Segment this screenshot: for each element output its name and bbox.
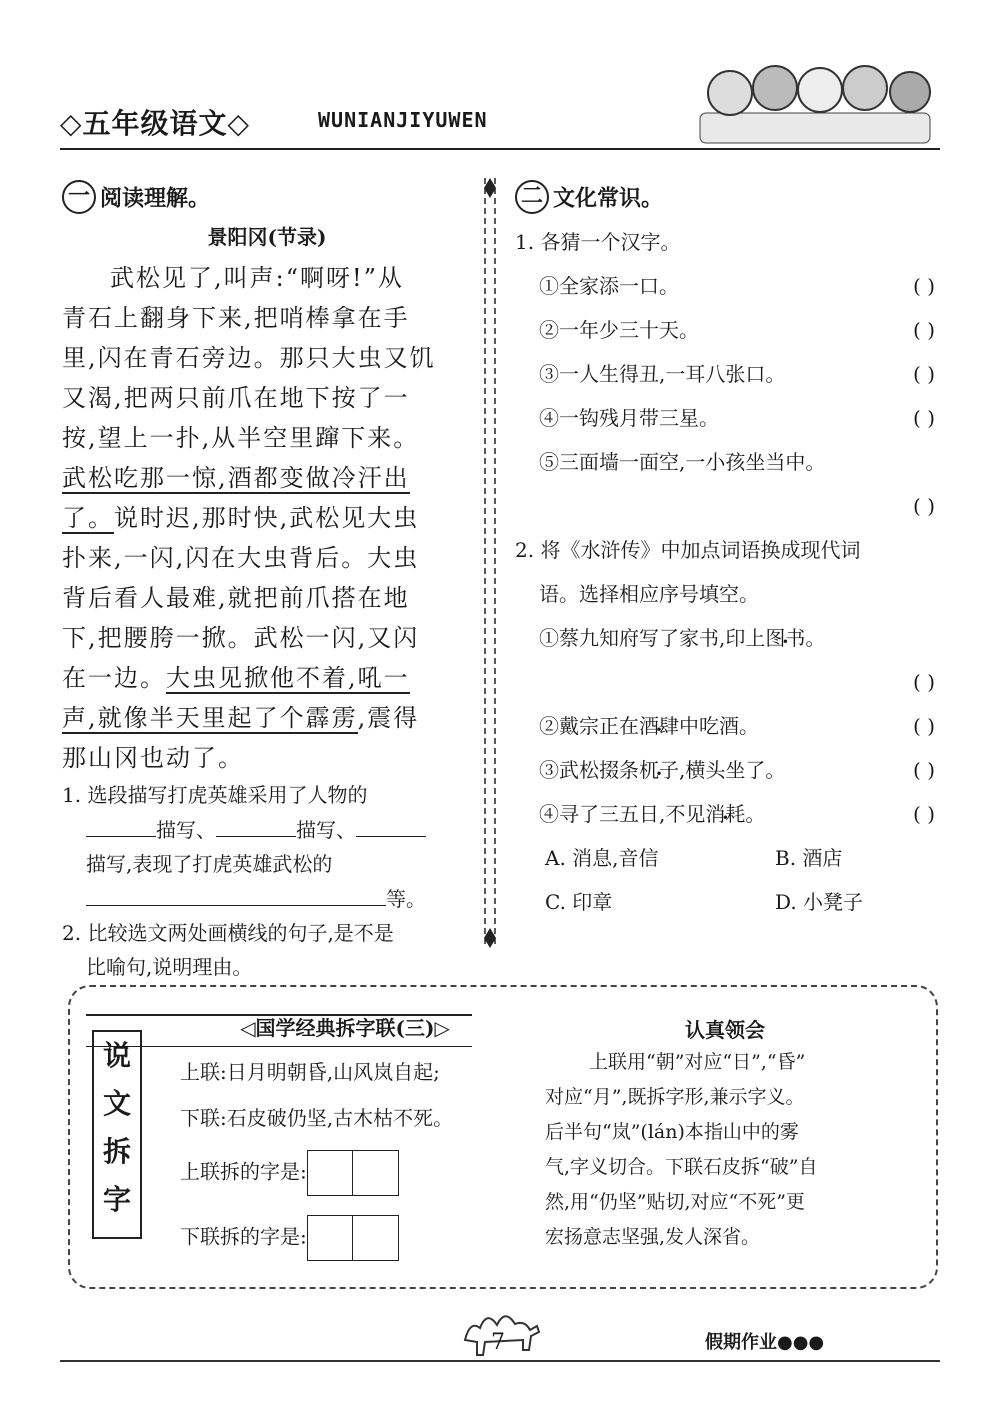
question-1: 1. 选段描写打虎英雄采用了人物的 <box>62 783 368 807</box>
riddle-item <box>515 308 935 352</box>
passage-text: 在一边。 <box>62 664 166 692</box>
answer-paren[interactable]: ( ) <box>913 758 935 782</box>
vertical-char: 字 <box>102 1183 131 1216</box>
riddle-item <box>515 352 935 396</box>
vertical-title <box>92 1030 142 1239</box>
culture-section <box>515 180 935 924</box>
page-number: 7 <box>491 1330 505 1355</box>
vocab-text: ②戴宗正在 <box>539 714 639 738</box>
passage-line <box>62 498 472 538</box>
section1-title: 阅读理解。 <box>100 186 211 212</box>
couplet-title: ◁国学经典拆字联(三)▷ <box>240 1016 450 1040</box>
option-d: D. 小凳子 <box>775 890 864 914</box>
upper-answer-label: 上联拆的字是: <box>180 1159 307 1184</box>
option-b: B. 酒店 <box>775 846 843 870</box>
passage-line: 里,闪在青石旁边。那只大虫又饥 <box>62 344 436 372</box>
vocab-item <box>515 616 935 660</box>
answer-paren[interactable]: ( ) <box>913 714 935 738</box>
header-title-en: WUNIANJIYUWEN <box>318 108 488 132</box>
answer-grid[interactable] <box>307 1150 399 1196</box>
underlined-sentence: 武松吃那一惊,酒都变做冷汗出 <box>62 464 410 492</box>
footer-label: 假期作业●●● <box>705 1332 825 1353</box>
options-row <box>515 880 935 924</box>
header-rule <box>60 148 940 150</box>
riddle-item <box>515 264 935 308</box>
question-2: 2. 比较选文两处画横线的句子,是不是 <box>62 921 394 945</box>
passage-line: 下,把腰胯一掀。武松一闪,又闪 <box>62 624 420 652</box>
couplet-upper: 上联:日月明朝昏,山风岚自起; <box>180 1060 440 1084</box>
note-line: 然,用“仍坚”贴切,对应“不死”更 <box>545 1191 805 1213</box>
passage-line: 那山冈也动了。 <box>62 744 244 772</box>
answer-paren[interactable]: ( ) <box>913 318 935 342</box>
riddle-text: ③一人生得丑,一耳八张口。 <box>539 362 786 386</box>
option-c: C. 印章 <box>545 890 613 914</box>
question-1-blanks <box>62 812 472 847</box>
question-text: 描写,表现了打虎英雄武松的 <box>86 852 333 876</box>
answer-paren[interactable]: ( ) <box>913 274 935 298</box>
vertical-char: 拆 <box>102 1135 131 1168</box>
riddle-item: ⑤三面墙一面空,一小孩坐当中。 <box>539 450 826 474</box>
question-text: 描写、 <box>156 818 216 842</box>
section1-heading <box>62 180 472 220</box>
section2-number: 二 <box>515 180 549 214</box>
dotted-word: 杌子 • <box>639 758 679 782</box>
question-1-cont <box>62 847 472 881</box>
passage-line: 按,望上一扑,从半空里蹿下来。 <box>62 424 420 452</box>
passage-line <box>62 698 472 738</box>
passage-line: 扑来,一闪,闪在大虫背后。大虫 <box>62 544 420 572</box>
passage-text: 说时迟,那时快,武松见大虫 <box>114 504 420 532</box>
vocab-text: ①蔡九知府写了家书,印上 <box>539 626 766 650</box>
lower-answer-label: 下联拆的字是: <box>180 1224 307 1249</box>
dotted-word: 消耗 • <box>705 802 745 826</box>
note-title: 认真领会 <box>685 1018 765 1042</box>
footer-rule <box>60 1360 940 1362</box>
vocab-text: ,横头坐了。 <box>679 758 786 782</box>
vocab-item-paren <box>515 660 935 704</box>
question-1-end <box>62 881 472 916</box>
passage-line <box>62 458 472 498</box>
question-text: 等。 <box>386 887 426 911</box>
lower-answer-row <box>180 1215 399 1261</box>
riddle-text: ②一年少三十天。 <box>539 318 699 342</box>
vocab-item <box>515 792 935 836</box>
answer-blank[interactable] <box>86 812 156 837</box>
cartoon-kids-illustration <box>690 58 940 148</box>
section2-title: 文化常识。 <box>553 186 664 212</box>
reading-section <box>62 180 472 1047</box>
note-line: 气,字义切合。下联石皮拆“破”自 <box>545 1156 818 1178</box>
answer-grid[interactable] <box>307 1215 399 1261</box>
underlined-sentence: 大虫见掀他不着,吼一 <box>166 664 410 692</box>
note-line: 上联用“朝”对应“日”,“昏” <box>589 1051 806 1073</box>
vertical-char: 文 <box>102 1087 131 1120</box>
vocab-text: 中吃酒。 <box>679 714 759 738</box>
vocab-text: 。 <box>745 802 766 826</box>
option-a: A. 消息,音信 <box>545 846 659 870</box>
passage-line: 武松见了,叫声:“啊呀!”从 <box>110 264 404 292</box>
vocab-text: ④寻了三五日,不见 <box>539 802 706 826</box>
note-line: 对应“月”,既拆字形,兼示字义。 <box>545 1086 805 1108</box>
underlined-sentence: 声,就像半天里起了个霹雳 <box>62 704 358 732</box>
question-2-cont: 比喻句,说明理由。 <box>86 955 253 979</box>
answer-paren[interactable]: ( ) <box>913 362 935 386</box>
passage-title: 景阳冈(节录) <box>207 225 327 249</box>
couplet-lower: 下联:石皮破仍坚,古木枯不死。 <box>180 1106 454 1130</box>
vocab-question: 2. 将《水浒传》中加点词语换成现代词 <box>515 538 861 562</box>
riddle-item <box>515 396 935 440</box>
vocab-question-cont: 语。选择相应序号填空。 <box>539 582 759 606</box>
passage-line: 又渴,把两只前爪在地下按了一 <box>62 384 410 412</box>
question-text: 描写、 <box>296 818 356 842</box>
answer-blank[interactable] <box>356 812 426 837</box>
riddle-text: ④一钩残月带三星。 <box>539 406 719 430</box>
answer-blank[interactable] <box>216 812 296 837</box>
vocab-item <box>515 748 935 792</box>
riddle-item-paren <box>515 484 935 528</box>
answer-paren[interactable]: ( ) <box>913 802 935 826</box>
note-line: 宏扬意志坚强,发人深省。 <box>545 1226 761 1248</box>
vertical-char: 说 <box>102 1039 131 1072</box>
answer-blank[interactable] <box>86 881 386 906</box>
passage-line: 青石上翻身下来,把哨棒拿在手 <box>62 304 410 332</box>
vocab-text: ③武松掇条 <box>539 758 639 782</box>
header-title-cn: ◇五年级语文◇ <box>60 107 251 140</box>
section1-number: 一 <box>62 180 96 214</box>
riddle-question: 1. 各猜一个汉字。 <box>515 230 681 254</box>
dotted-word: 酒肆 • <box>639 714 679 738</box>
section2-heading <box>515 180 935 220</box>
vocab-item <box>515 704 935 748</box>
underlined-sentence: 了。 <box>62 504 114 532</box>
upper-answer-row <box>180 1150 399 1196</box>
column-divider <box>480 178 500 948</box>
answer-paren[interactable]: ( ) <box>913 494 935 518</box>
note-line: 后半句“岚”(lán)本指山中的雾 <box>545 1121 799 1143</box>
answer-paren[interactable]: ( ) <box>913 406 935 430</box>
vocab-text: 。 <box>805 626 826 650</box>
answer-paren[interactable]: ( ) <box>913 670 935 694</box>
passage-line <box>62 658 472 698</box>
dotted-word: 图书 • <box>765 626 805 650</box>
note-panel <box>545 1015 905 1255</box>
riddle-text: ①全家添一口。 <box>539 274 679 298</box>
passage-text: ,震得 <box>357 704 420 732</box>
options-row <box>515 836 935 880</box>
passage-line: 背后看人最难,就把前爪搭在地 <box>62 584 410 612</box>
